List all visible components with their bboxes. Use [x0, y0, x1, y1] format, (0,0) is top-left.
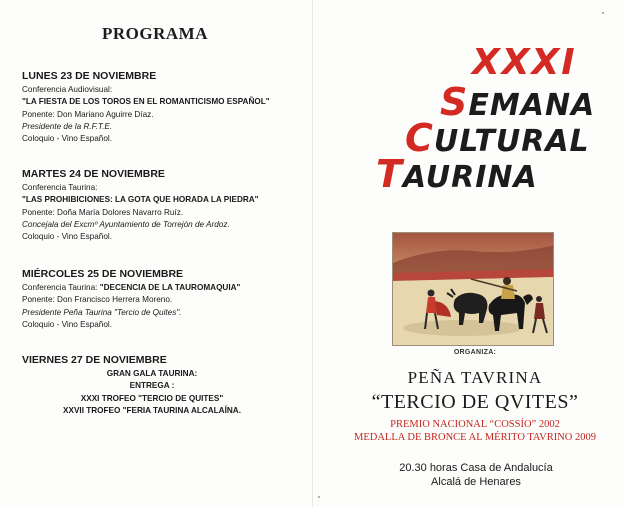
day-date: VIERNES 27 DE NOVIEMBRE [22, 354, 167, 366]
paper-speck [318, 496, 320, 498]
awards [352, 418, 598, 444]
day-lunes [22, 70, 312, 145]
trofeo-1: XXXI TROFEO "TERCIO DE QUITES" [80, 393, 224, 403]
speaker: Ponente: Doña María Dolores Navarro Ruíz. [22, 207, 184, 217]
day-martes [22, 168, 312, 243]
day-date: MIÉRCOLES 25 DE NOVIEMBRE [22, 268, 184, 280]
talk-title: "DECENCIA DE LA TAUROMAQUIA" [99, 283, 241, 292]
page-fold [312, 0, 313, 507]
gala-block [22, 368, 282, 417]
event-city: Alcalá de Henares [431, 476, 521, 488]
day-viernes [22, 354, 312, 417]
speaker-role: Presidente de la R.F.T.E. [22, 121, 113, 131]
speaker-role: Presidente Peña Taurina "Tercio de Quites". [22, 307, 182, 317]
title-taurina: TAURINA [376, 152, 538, 196]
speaker: Ponente: Don Francisco Herrera Moreno. [22, 295, 173, 305]
premio-nacional: PREMIO NACIONAL “COSSÍO” 2002 [390, 419, 560, 430]
day-extra: Coloquio - Vino Español. [22, 319, 112, 329]
day-extra: Coloquio - Vino Español. [22, 134, 112, 144]
programa-title: PROGRAMA [102, 24, 208, 43]
bullfight-painting [392, 232, 554, 346]
day-date: MARTES 24 DE NOVIEMBRE [22, 168, 165, 180]
medalla-bronce: MEDALLA DE BRONCE AL MÉRITO TAVRINO 2009 [353, 432, 597, 443]
talk-type: Conferencia Audiovisual: [22, 85, 113, 94]
organiza-label: ORGANIZA: [453, 349, 497, 356]
entrega: ENTREGA : [129, 381, 175, 391]
talk-type: Conferencia Taurina: [22, 183, 98, 192]
talk-type: Conferencia Taurina: [22, 283, 100, 292]
title-semana: SEMANA [440, 80, 596, 124]
speaker-role: Concejala del Excmº Ayuntamiento de Torrejón de Ardoz. [22, 219, 230, 229]
gala-title: GRAN GALA TAURINA: [106, 369, 198, 378]
pena-name: PEÑA TAVRINA [407, 368, 543, 387]
club-name: “TERCIO DE QVITES” [371, 391, 579, 413]
talk-line [22, 282, 312, 294]
venue [358, 461, 594, 489]
event-time: 20.30 horas Casa de Andalucía [399, 462, 553, 474]
speaker: Ponente: Don Mariano Aguirre Díaz. [22, 109, 154, 119]
day-date: LUNES 23 DE NOVIEMBRE [22, 70, 157, 82]
talk-title: "LA FIESTA DE LOS TOROS EN EL ROMANTICISMO ESPAÑOL" [22, 97, 270, 107]
paper-speck [602, 12, 604, 14]
day-extra: Coloquio - Vino Español. [22, 232, 112, 242]
title-cultural: CULTURAL [405, 116, 590, 160]
trofeo-2: XXVII TROFEO "FERIA TAURINA ALCALAÍNA. [63, 405, 241, 415]
title-edition: XXXI [472, 42, 577, 83]
day-miercoles [22, 268, 312, 331]
talk-title: "LAS PROHIBICIONES: LA GOTA QUE HORADA LA PIEDRA" [22, 195, 259, 205]
